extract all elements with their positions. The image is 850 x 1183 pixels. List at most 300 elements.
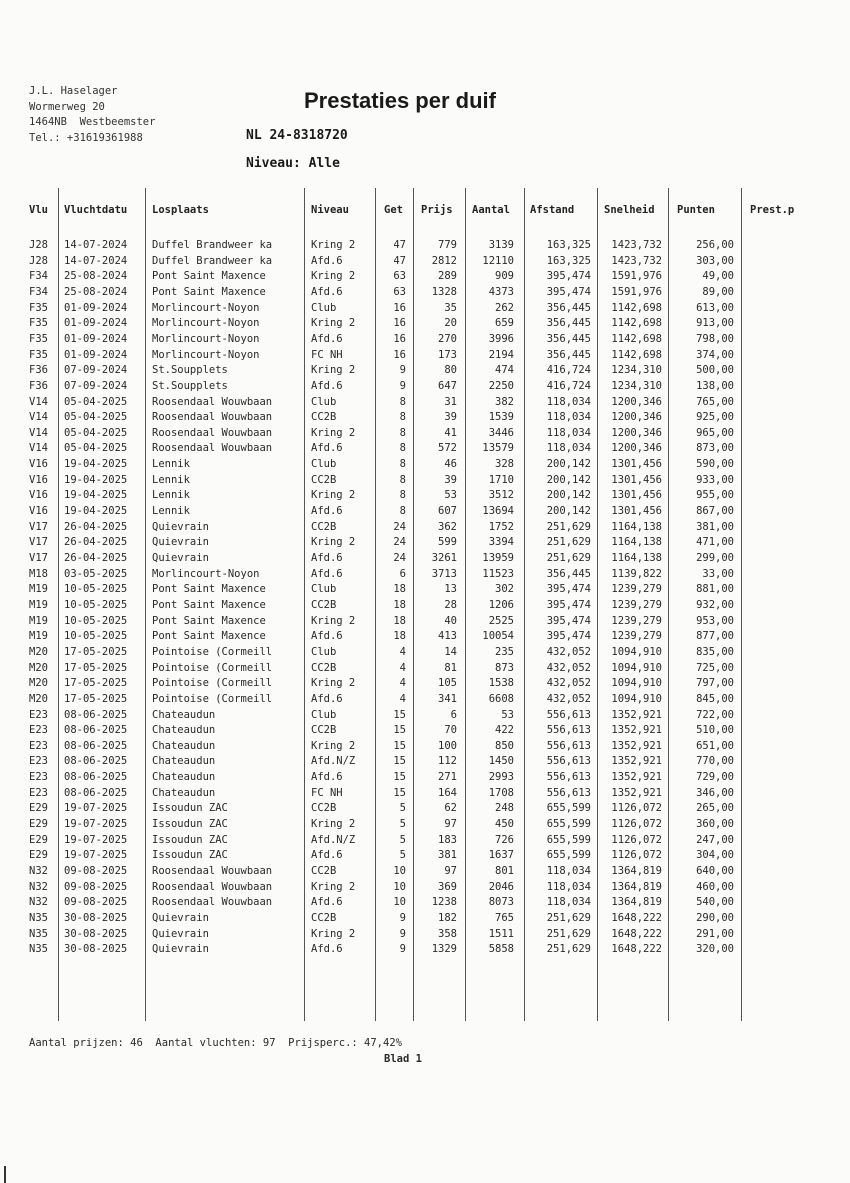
cell-vlu: N32 xyxy=(29,880,48,893)
cell-get: 8 xyxy=(399,458,406,471)
cell-afstand: 251,629 xyxy=(546,911,591,924)
cell-afstand: 118,034 xyxy=(546,411,591,424)
cell-vlu: M20 xyxy=(29,661,48,674)
cell-datum: 26-04-2025 xyxy=(64,552,128,564)
cell-aantal: 1206 xyxy=(488,598,514,611)
cell-snelheid: 1164,138 xyxy=(611,520,662,533)
cell-datum: 19-04-2025 xyxy=(64,505,128,518)
cell-get: 15 xyxy=(393,755,406,768)
cell-datum: 01-09-2024 xyxy=(64,332,128,345)
cell-afstand: 118,034 xyxy=(546,896,591,909)
cell-niveau: Afd.6 xyxy=(311,771,343,784)
cell-datum: 08-06-2025 xyxy=(64,755,128,768)
cell-afstand: 251,629 xyxy=(546,520,591,533)
cell-aantal: 382 xyxy=(495,395,514,408)
cell-niveau: Afd.6 xyxy=(311,379,343,392)
owner-address xyxy=(29,84,155,146)
cell-niveau: Afd.6 xyxy=(311,285,343,298)
cell-niveau: Afd.N/Z xyxy=(311,755,356,768)
cell-get: 4 xyxy=(399,645,406,658)
cell-vlu: J28 xyxy=(29,239,48,251)
cell-get: 8 xyxy=(399,411,406,424)
table-row xyxy=(0,255,850,271)
table-row xyxy=(0,317,850,333)
owner-phone: Tel.: +31619361988 xyxy=(29,131,143,144)
cell-afstand: 200,142 xyxy=(546,473,591,486)
cell-prijs: 20 xyxy=(444,317,457,330)
cell-snelheid: 1301,456 xyxy=(611,473,662,486)
cell-vlu: N35 xyxy=(29,943,48,956)
cell-get: 63 xyxy=(393,270,406,283)
cell-niveau: CC2B xyxy=(311,724,337,737)
cell-aantal: 765 xyxy=(495,911,514,924)
cell-prijs: 97 xyxy=(444,818,457,831)
cell-prijs: 1238 xyxy=(431,896,457,909)
cell-afstand: 251,629 xyxy=(546,943,591,956)
owner-name: J.L. Haselager xyxy=(29,85,118,97)
cell-niveau: CC2B xyxy=(311,598,337,611)
cell-aantal: 422 xyxy=(495,724,514,737)
cell-aantal: 8073 xyxy=(488,896,514,909)
cell-snelheid: 1352,921 xyxy=(611,739,662,752)
cell-prijs: 369 xyxy=(438,880,457,893)
cell-get: 24 xyxy=(393,536,406,549)
cell-get: 18 xyxy=(393,614,406,627)
level-filter: Niveau: Alle xyxy=(246,156,340,171)
cell-snelheid: 1352,921 xyxy=(611,771,662,784)
cell-prijs: 28 xyxy=(444,598,457,611)
table-row xyxy=(0,834,850,850)
cell-losplaats: Pont Saint Maxence xyxy=(152,270,266,283)
cell-vlu: M19 xyxy=(29,630,48,643)
cell-vlu: E23 xyxy=(29,786,48,799)
cell-get: 15 xyxy=(393,739,406,752)
cell-punten: 256,00 xyxy=(696,239,734,251)
cell-niveau: CC2B xyxy=(311,865,337,877)
table-row xyxy=(0,630,850,646)
cell-punten: 381,00 xyxy=(696,520,734,533)
cell-datum: 25-08-2024 xyxy=(64,285,128,298)
cell-prijs: 289 xyxy=(438,270,457,283)
cell-snelheid: 1094,910 xyxy=(611,661,662,674)
cell-afstand: 432,052 xyxy=(546,677,591,690)
cell-losplaats: Pont Saint Maxence xyxy=(152,285,266,298)
cell-punten: 291,00 xyxy=(696,927,734,940)
table-row xyxy=(0,552,850,568)
cell-punten: 770,00 xyxy=(696,755,734,768)
cell-prijs: 80 xyxy=(444,364,457,377)
cell-prijs: 182 xyxy=(438,911,457,924)
cell-prijs: 779 xyxy=(438,239,457,251)
cell-vlu: E29 xyxy=(29,849,48,862)
cell-datum: 05-04-2025 xyxy=(64,442,128,455)
cell-niveau: Afd.N/Z xyxy=(311,833,356,846)
cell-losplaats: Morlincourt-Noyon xyxy=(152,332,260,345)
cell-punten: 797,00 xyxy=(696,677,734,690)
table-row xyxy=(0,442,850,458)
cell-prijs: 1328 xyxy=(431,285,457,298)
cell-punten: 867,00 xyxy=(696,505,734,518)
cell-aantal: 1538 xyxy=(488,677,514,690)
cell-vlu: N32 xyxy=(29,896,48,909)
cell-losplaats: Issoudun ZAC xyxy=(152,802,228,815)
cell-losplaats: Issoudun ZAC xyxy=(152,833,228,846)
cell-niveau: CC2B xyxy=(311,473,337,486)
table-row xyxy=(0,489,850,505)
cell-afstand: 395,474 xyxy=(546,614,591,627)
cell-get: 47 xyxy=(393,239,406,251)
cell-afstand: 118,034 xyxy=(546,426,591,439)
cell-afstand: 200,142 xyxy=(546,489,591,502)
cell-losplaats: Issoudun ZAC xyxy=(152,818,228,831)
cell-datum: 26-04-2025 xyxy=(64,520,128,533)
cell-datum: 08-06-2025 xyxy=(64,708,128,721)
cell-datum: 03-05-2025 xyxy=(64,567,128,580)
cell-niveau: Afd.6 xyxy=(311,943,343,956)
cell-losplaats: Morlincourt-Noyon xyxy=(152,317,260,330)
cell-aantal: 235 xyxy=(495,645,514,658)
cell-aantal: 2194 xyxy=(488,348,514,361)
cell-vlu: V14 xyxy=(29,411,48,424)
cell-get: 18 xyxy=(393,630,406,643)
cell-get: 18 xyxy=(393,583,406,596)
cell-get: 9 xyxy=(399,379,406,392)
cell-niveau: Afd.6 xyxy=(311,567,343,580)
cell-prijs: 341 xyxy=(438,692,457,705)
cell-prijs: 164 xyxy=(438,786,457,799)
cell-prijs: 3713 xyxy=(431,567,457,580)
cell-snelheid: 1648,222 xyxy=(611,943,662,956)
cell-vlu: E29 xyxy=(29,818,48,831)
cell-niveau: Afd.6 xyxy=(311,552,343,564)
cell-afstand: 395,474 xyxy=(546,598,591,611)
cell-punten: 33,00 xyxy=(702,567,734,580)
cell-niveau: CC2B xyxy=(311,520,337,533)
cell-punten: 540,00 xyxy=(696,896,734,909)
cell-prijs: 2812 xyxy=(431,254,457,267)
cell-afstand: 118,034 xyxy=(546,442,591,455)
cell-afstand: 356,445 xyxy=(546,348,591,361)
cell-datum: 17-05-2025 xyxy=(64,677,128,690)
table-row xyxy=(0,787,850,803)
cell-losplaats: Roosendaal Wouwbaan xyxy=(152,865,273,877)
cell-niveau: Kring 2 xyxy=(311,536,356,549)
cell-snelheid: 1200,346 xyxy=(611,442,662,455)
cell-niveau: Club xyxy=(311,645,337,658)
cell-aantal: 10054 xyxy=(482,630,514,643)
cell-niveau: Afd.6 xyxy=(311,630,343,643)
cell-aantal: 53 xyxy=(501,708,514,721)
cell-punten: 89,00 xyxy=(702,285,734,298)
cell-vlu: E23 xyxy=(29,755,48,768)
cell-datum: 05-04-2025 xyxy=(64,395,128,408)
cell-niveau: Kring 2 xyxy=(311,270,356,283)
cell-niveau: FC NH xyxy=(311,348,343,361)
cell-get: 16 xyxy=(393,301,406,314)
cell-prijs: 70 xyxy=(444,724,457,737)
table-row xyxy=(0,615,850,631)
cell-punten: 933,00 xyxy=(696,473,734,486)
cell-niveau: Afd.6 xyxy=(311,692,343,705)
cell-afstand: 251,629 xyxy=(546,552,591,564)
cell-punten: 613,00 xyxy=(696,301,734,314)
cell-punten: 304,00 xyxy=(696,849,734,862)
table-row xyxy=(0,583,850,599)
cell-get: 16 xyxy=(393,348,406,361)
table-row xyxy=(0,943,850,959)
cell-losplaats: Pointoise (Cormeill xyxy=(152,645,273,658)
cell-afstand: 556,613 xyxy=(546,708,591,721)
table-row xyxy=(0,849,850,865)
cell-losplaats: Chateaudun xyxy=(152,739,216,752)
cell-losplaats: Roosendaal Wouwbaan xyxy=(152,426,273,439)
cell-datum: 30-08-2025 xyxy=(64,911,128,924)
cell-vlu: V17 xyxy=(29,520,48,533)
cell-vlu: M19 xyxy=(29,583,48,596)
cell-afstand: 395,474 xyxy=(546,630,591,643)
table-row xyxy=(0,693,850,709)
cell-afstand: 432,052 xyxy=(546,645,591,658)
cell-snelheid: 1239,279 xyxy=(611,583,662,596)
cell-losplaats: Quievrain xyxy=(152,943,209,956)
cell-get: 8 xyxy=(399,426,406,439)
cell-vlu: F36 xyxy=(29,379,48,392)
cell-snelheid: 1239,279 xyxy=(611,598,662,611)
cell-snelheid: 1126,072 xyxy=(611,833,662,846)
cell-aantal: 2046 xyxy=(488,880,514,893)
cell-datum: 08-06-2025 xyxy=(64,724,128,737)
cell-aantal: 1710 xyxy=(488,473,514,486)
cell-prijs: 413 xyxy=(438,630,457,643)
table-row xyxy=(0,802,850,818)
cell-datum: 17-05-2025 xyxy=(64,692,128,705)
cell-afstand: 556,613 xyxy=(546,724,591,737)
cell-punten: 290,00 xyxy=(696,911,734,924)
cell-datum: 14-07-2024 xyxy=(64,239,128,251)
cell-losplaats: Duffel Brandweer ka xyxy=(152,254,273,267)
cell-datum: 19-04-2025 xyxy=(64,489,128,502)
table-row xyxy=(0,568,850,584)
cell-afstand: 395,474 xyxy=(546,270,591,283)
cell-punten: 320,00 xyxy=(696,943,734,956)
cell-get: 24 xyxy=(393,552,406,564)
cell-aantal: 3996 xyxy=(488,332,514,345)
cell-losplaats: Roosendaal Wouwbaan xyxy=(152,880,273,893)
cell-get: 10 xyxy=(393,865,406,877)
cell-punten: 299,00 xyxy=(696,552,734,564)
cell-punten: 798,00 xyxy=(696,332,734,345)
cell-afstand: 556,613 xyxy=(546,786,591,799)
cell-niveau: Kring 2 xyxy=(311,426,356,439)
cell-afstand: 118,034 xyxy=(546,865,591,877)
cell-prijs: 6 xyxy=(450,708,457,721)
cell-afstand: 655,599 xyxy=(546,802,591,815)
cell-afstand: 200,142 xyxy=(546,458,591,471)
cell-losplaats: Roosendaal Wouwbaan xyxy=(152,395,273,408)
cell-datum: 25-08-2024 xyxy=(64,270,128,283)
cell-punten: 247,00 xyxy=(696,833,734,846)
cell-vlu: E23 xyxy=(29,708,48,721)
cell-losplaats: Roosendaal Wouwbaan xyxy=(152,411,273,424)
cell-losplaats: Pointoise (Cormeill xyxy=(152,677,273,690)
cell-niveau: Club xyxy=(311,458,337,471)
cell-vlu: F35 xyxy=(29,301,48,314)
cell-datum: 07-09-2024 xyxy=(64,364,128,377)
cell-niveau: Afd.6 xyxy=(311,442,343,455)
cell-losplaats: Pont Saint Maxence xyxy=(152,583,266,596)
cell-afstand: 655,599 xyxy=(546,818,591,831)
cell-punten: 845,00 xyxy=(696,692,734,705)
table-row xyxy=(0,881,850,897)
cell-niveau: Kring 2 xyxy=(311,677,356,690)
cell-prijs: 647 xyxy=(438,379,457,392)
cell-datum: 09-08-2025 xyxy=(64,896,128,909)
cell-niveau: CC2B xyxy=(311,802,337,815)
cell-vlu: E23 xyxy=(29,739,48,752)
cell-datum: 01-09-2024 xyxy=(64,317,128,330)
cell-prijs: 31 xyxy=(444,395,457,408)
header-losplaats: Losplaats xyxy=(152,204,209,216)
cell-get: 6 xyxy=(399,567,406,580)
cell-losplaats: Morlincourt-Noyon xyxy=(152,301,260,314)
cell-losplaats: Morlincourt-Noyon xyxy=(152,348,260,361)
cell-losplaats: Quievrain xyxy=(152,911,209,924)
cell-datum: 08-06-2025 xyxy=(64,786,128,799)
cell-prijs: 35 xyxy=(444,301,457,314)
cell-get: 15 xyxy=(393,771,406,784)
owner-street: Wormerweg 20 xyxy=(29,100,105,113)
cell-losplaats: Roosendaal Wouwbaan xyxy=(152,442,273,455)
cell-niveau: CC2B xyxy=(311,911,337,924)
cell-snelheid: 1142,698 xyxy=(611,348,662,361)
header-snelheid: Snelheid xyxy=(604,204,655,216)
cell-snelheid: 1239,279 xyxy=(611,614,662,627)
cell-get: 16 xyxy=(393,332,406,345)
cell-losplaats: Chateaudun xyxy=(152,724,216,737)
cell-punten: 346,00 xyxy=(696,786,734,799)
cell-niveau: Kring 2 xyxy=(311,880,356,893)
cell-aantal: 248 xyxy=(495,802,514,815)
cell-get: 15 xyxy=(393,724,406,737)
cell-losplaats: Quievrain xyxy=(152,520,209,533)
cell-prijs: 13 xyxy=(444,583,457,596)
cell-afstand: 163,325 xyxy=(546,239,591,251)
cell-prijs: 97 xyxy=(444,865,457,877)
cell-prijs: 599 xyxy=(438,536,457,549)
cell-punten: 835,00 xyxy=(696,645,734,658)
cell-get: 9 xyxy=(399,927,406,940)
cell-losplaats: Duffel Brandweer ka xyxy=(152,239,273,251)
cell-datum: 14-07-2024 xyxy=(64,254,128,267)
cell-datum: 19-07-2025 xyxy=(64,849,128,862)
cell-get: 47 xyxy=(393,254,406,267)
cell-niveau: Kring 2 xyxy=(311,317,356,330)
cell-afstand: 356,445 xyxy=(546,301,591,314)
cell-afstand: 655,599 xyxy=(546,849,591,862)
cell-afstand: 356,445 xyxy=(546,317,591,330)
cell-prijs: 62 xyxy=(444,802,457,815)
cell-prijs: 1329 xyxy=(431,943,457,956)
cell-get: 8 xyxy=(399,489,406,502)
cell-snelheid: 1423,732 xyxy=(611,239,662,251)
cell-afstand: 556,613 xyxy=(546,755,591,768)
table-row xyxy=(0,928,850,944)
table-row xyxy=(0,709,850,725)
cell-punten: 374,00 xyxy=(696,348,734,361)
cell-niveau: CC2B xyxy=(311,661,337,674)
cell-datum: 01-09-2024 xyxy=(64,301,128,314)
table-row xyxy=(0,536,850,552)
cell-punten: 955,00 xyxy=(696,489,734,502)
cell-prijs: 3261 xyxy=(431,552,457,564)
cell-losplaats: St.Soupplets xyxy=(152,364,228,377)
cell-datum: 08-06-2025 xyxy=(64,739,128,752)
header-punten: Punten xyxy=(677,204,715,216)
cell-niveau: Club xyxy=(311,301,337,314)
cell-aantal: 2525 xyxy=(488,614,514,627)
cell-vlu: J28 xyxy=(29,254,48,267)
cell-niveau: Afd.6 xyxy=(311,896,343,909)
cell-losplaats: Issoudun ZAC xyxy=(152,849,228,862)
cell-punten: 651,00 xyxy=(696,739,734,752)
cell-punten: 265,00 xyxy=(696,802,734,815)
cell-vlu: E29 xyxy=(29,802,48,815)
cell-snelheid: 1164,138 xyxy=(611,536,662,549)
cell-losplaats: Lennik xyxy=(152,505,190,518)
cell-punten: 881,00 xyxy=(696,583,734,596)
cell-snelheid: 1126,072 xyxy=(611,802,662,815)
cell-vlu: F34 xyxy=(29,270,48,283)
cell-aantal: 2250 xyxy=(488,379,514,392)
summary-line: Aantal prijzen: 46 Aantal vluchten: 97 Prijsperc.: 47,42% xyxy=(29,1037,402,1049)
cell-vlu: V16 xyxy=(29,473,48,486)
cell-get: 8 xyxy=(399,473,406,486)
cell-punten: 729,00 xyxy=(696,771,734,784)
cell-losplaats: Quievrain xyxy=(152,552,209,564)
cell-datum: 01-09-2024 xyxy=(64,348,128,361)
cell-punten: 722,00 xyxy=(696,708,734,721)
cell-aantal: 13694 xyxy=(482,505,514,518)
cell-punten: 590,00 xyxy=(696,458,734,471)
cell-niveau: Club xyxy=(311,395,337,408)
cell-aantal: 1637 xyxy=(488,849,514,862)
cell-punten: 725,00 xyxy=(696,661,734,674)
cell-niveau: Kring 2 xyxy=(311,927,356,940)
page-number: Blad 1 xyxy=(384,1053,422,1065)
cell-punten: 460,00 xyxy=(696,880,734,893)
cell-get: 5 xyxy=(399,849,406,862)
cell-aantal: 302 xyxy=(495,583,514,596)
table-row xyxy=(0,896,850,912)
table-row xyxy=(0,662,850,678)
cell-afstand: 356,445 xyxy=(546,332,591,345)
cell-get: 63 xyxy=(393,285,406,298)
header-prijs: Prijs xyxy=(421,204,453,216)
cell-aantal: 873 xyxy=(495,661,514,674)
cell-aantal: 1708 xyxy=(488,786,514,799)
cell-datum: 19-07-2025 xyxy=(64,818,128,831)
cell-afstand: 118,034 xyxy=(546,880,591,893)
cell-datum: 19-07-2025 xyxy=(64,802,128,815)
cell-losplaats: Pont Saint Maxence xyxy=(152,630,266,643)
cell-punten: 303,00 xyxy=(696,254,734,267)
cell-vlu: M19 xyxy=(29,614,48,627)
cell-vlu: E23 xyxy=(29,771,48,784)
table-row xyxy=(0,333,850,349)
table-row xyxy=(0,599,850,615)
cell-snelheid: 1352,921 xyxy=(611,755,662,768)
cell-aantal: 3139 xyxy=(488,239,514,251)
